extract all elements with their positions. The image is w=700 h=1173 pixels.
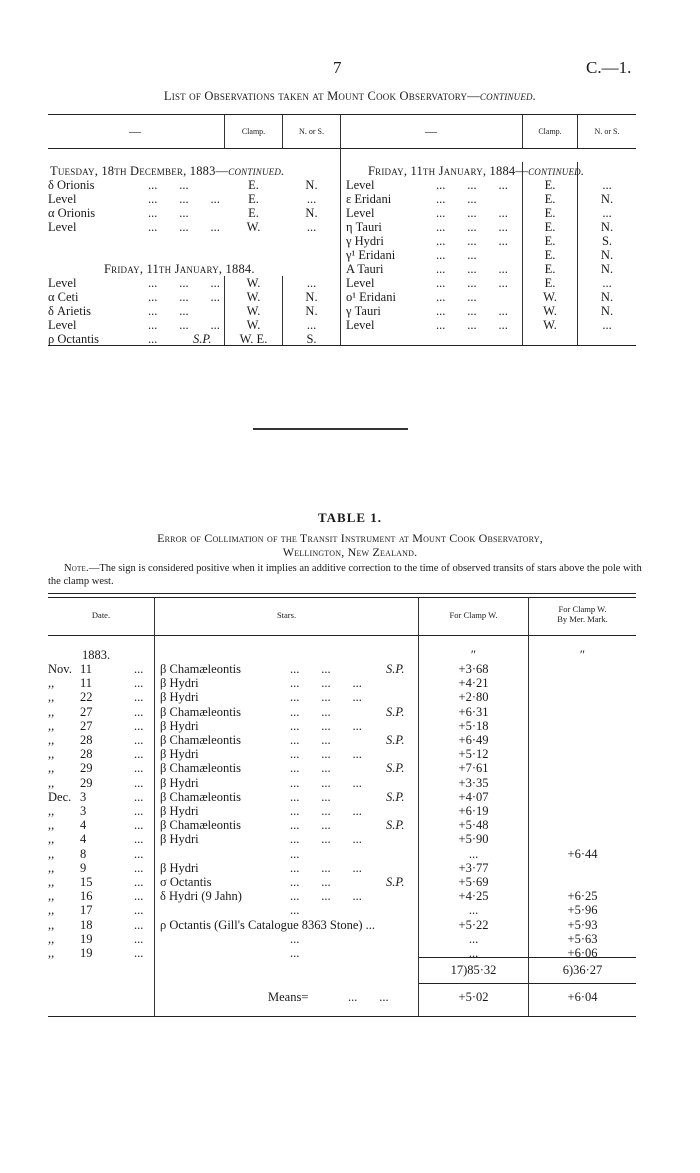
star-name: α Orionis xyxy=(48,206,96,220)
row-star: β Hydri xyxy=(160,676,199,691)
unit-mark-m: ″ xyxy=(579,648,586,662)
row-star: β Hydri xyxy=(160,718,199,733)
header-mer-mark-line: For Clamp W. xyxy=(558,604,607,614)
table-row xyxy=(0,861,700,875)
row-star-dots: ... ... xyxy=(290,733,331,747)
star-name: Level xyxy=(48,192,77,206)
ns-value: N. xyxy=(600,248,614,262)
section-heading: Friday, 11th January, 1884. xyxy=(104,262,255,276)
star-name: γ Tauri xyxy=(346,304,381,318)
row-star: β Chamæleontis xyxy=(160,662,242,676)
row-month: ,, xyxy=(48,832,55,847)
list-row xyxy=(0,234,700,248)
row-month: ,, xyxy=(48,718,55,733)
row-mer-mark: +6·25 xyxy=(567,889,598,904)
row-day: 16 xyxy=(80,889,93,904)
row-day: 27 xyxy=(80,718,93,733)
table-row xyxy=(0,790,700,804)
row-dots: ... xyxy=(134,718,144,733)
list-header-clamp-left: Clamp. xyxy=(241,127,266,136)
row-sp: S.P. xyxy=(386,789,405,804)
row-month: ,, xyxy=(48,860,55,875)
star-name: ε Eridani xyxy=(346,192,392,206)
row-star-dots: ... ... ... xyxy=(290,804,362,818)
row-star: β Chamæleontis xyxy=(160,789,242,804)
row-clamp-w: +3·35 xyxy=(458,775,489,790)
row-sp: S.P. xyxy=(386,875,405,889)
row-day: 11 xyxy=(80,676,93,691)
row-dots: ... xyxy=(134,860,144,875)
sum-mer-mark: 6)36·27 xyxy=(562,963,603,977)
list-title-continued: continued. xyxy=(479,89,537,103)
star-name: Level xyxy=(48,276,77,290)
page-reference: C.—1. xyxy=(586,58,632,77)
row-star-dots: ... ... ... xyxy=(290,690,362,705)
row-star-dots: ... ... ... xyxy=(290,775,362,790)
table-subtitle-line: Error of Collimation of the Transit Instrument at Mount Cook Observatory, xyxy=(157,531,543,545)
row-star-dots: ... ... ... xyxy=(290,832,362,847)
list-title-main: List of Observations taken at Mount Cook Observatory— xyxy=(163,89,480,103)
row-month: ,, xyxy=(48,704,55,719)
row-month: ,, xyxy=(48,903,55,918)
row-star: β Hydri xyxy=(160,747,199,762)
star-name: Level xyxy=(48,318,77,332)
ns-value: ... xyxy=(602,318,612,332)
list-row xyxy=(0,332,700,346)
table-row xyxy=(0,747,700,761)
mean-clamp-w: +5·02 xyxy=(458,990,489,1004)
row-star: β Chamæleontis xyxy=(160,818,242,833)
leader-dots: ... ... ... xyxy=(148,276,220,290)
row-day: 8 xyxy=(80,846,87,861)
leader-dots: ... ... xyxy=(436,192,477,206)
row-clamp-w: +5·22 xyxy=(458,917,489,932)
row-day: 3 xyxy=(80,789,87,804)
ns-value: N. xyxy=(305,304,318,318)
list-header-ns-left: N. or S. xyxy=(299,127,324,136)
row-sp: S.P. xyxy=(386,818,405,833)
note-label: Note. xyxy=(64,563,89,574)
table-bottom-rule xyxy=(48,1016,636,1017)
row-sp: S.P. xyxy=(386,704,405,719)
table-row xyxy=(0,832,700,846)
list-row xyxy=(0,206,700,220)
star-name: Level xyxy=(346,276,375,290)
star-name: Level xyxy=(48,220,77,234)
row-clamp-w: ... xyxy=(468,846,479,861)
row-month: ,, xyxy=(48,931,55,946)
table-row xyxy=(0,776,700,790)
table-row xyxy=(0,847,700,861)
ns-value: N. xyxy=(600,220,614,234)
leader-dots: ... ... xyxy=(148,178,189,192)
row-clamp-w: +5·48 xyxy=(458,818,489,833)
table-subtitle xyxy=(40,531,660,559)
table-note xyxy=(48,563,648,588)
row-dots: ... xyxy=(134,676,144,691)
header-stars: Stars. xyxy=(276,610,297,620)
row-star-dots: ... ... xyxy=(290,662,331,676)
header-mer-mark xyxy=(529,604,636,624)
table-header-rule xyxy=(48,635,636,636)
leader-dots: ... ... ... xyxy=(436,262,508,276)
row-star-dots: ... xyxy=(290,903,300,918)
leader-dots: ... ... ... xyxy=(436,220,508,234)
note-text: —The sign is considered positive when it implies an additive correction to the time of observed transits of stars above the pole with the clamp west. xyxy=(48,563,642,587)
clamp-value: E. xyxy=(248,178,259,192)
clamp-value: E. xyxy=(544,234,556,248)
row-mer-mark: +5·63 xyxy=(567,931,598,946)
row-month: Dec. xyxy=(48,789,72,804)
ns-value: S. xyxy=(601,234,613,248)
row-month: ,, xyxy=(48,846,55,861)
list-row xyxy=(0,262,700,276)
table-row xyxy=(0,918,700,932)
leader-dots: ... ... ... xyxy=(148,192,220,206)
ns-value: N. xyxy=(305,290,318,304)
row-month: ,, xyxy=(48,690,55,705)
row-month: Nov. xyxy=(48,662,72,676)
table-mean-rule xyxy=(418,983,636,984)
section-heading-text: Friday, 11th January, 1884— xyxy=(368,164,529,178)
table-row xyxy=(0,662,700,676)
row-month: ,, xyxy=(48,875,55,889)
clamp-value: W. xyxy=(543,318,557,332)
row-clamp-w: +4·25 xyxy=(458,889,489,904)
leader-dots: ... ... ... xyxy=(436,206,508,220)
row-star-dots: ... ... xyxy=(290,818,331,833)
row-mer-mark: +5·96 xyxy=(567,903,598,918)
row-clamp-w: +2·80 xyxy=(458,690,489,705)
row-month: ,, xyxy=(48,818,55,833)
section-heading-continued: continued. xyxy=(228,164,285,178)
row-sp: S.P. xyxy=(386,733,405,747)
clamp-value: E. xyxy=(248,192,259,206)
row-day: 11 xyxy=(80,662,93,676)
list-header-clamp-right: Clamp. xyxy=(538,127,562,136)
list-row xyxy=(0,248,700,262)
row-day: 4 xyxy=(80,832,87,847)
row-dots: ... xyxy=(134,704,144,719)
clamp-value: E. xyxy=(544,276,556,290)
row-star: ρ Octantis (Gill's Catalogue 8363 Stone) ... xyxy=(160,917,376,932)
row-day: 4 xyxy=(80,818,87,833)
table-row xyxy=(0,705,700,719)
header-date: Date. xyxy=(91,610,111,620)
row-star: β Hydri xyxy=(160,690,199,705)
clamp-value: W. xyxy=(246,304,261,318)
row-clamp-w: ... xyxy=(468,946,479,960)
table-subtitle-line: Wellington, New Zealand. xyxy=(282,545,418,559)
row-day: 3 xyxy=(80,804,87,818)
row-star: β Chamæleontis xyxy=(160,704,242,719)
header-mer-mark-line: By Mer. Mark. xyxy=(557,614,608,624)
clamp-value: E. xyxy=(544,220,556,234)
star-name: Level xyxy=(346,318,375,332)
clamp-value: E. xyxy=(544,206,556,220)
unit-mark-w: ″ xyxy=(470,648,477,662)
table-top-rule xyxy=(48,593,636,598)
row-dots: ... xyxy=(134,946,144,960)
section-heading-text: Tuesday, 18th December, 1883— xyxy=(50,164,229,178)
row-month: ,, xyxy=(48,761,55,776)
star-name: γ Hydri xyxy=(346,234,384,248)
row-day: 22 xyxy=(80,690,93,705)
ns-value: N. xyxy=(305,206,318,220)
row-star-dots: ... ... xyxy=(290,875,331,889)
sp-mark: S.P. xyxy=(193,332,212,346)
clamp-value: W. xyxy=(246,290,261,304)
star-name: γ¹ Eridani xyxy=(346,248,396,262)
ns-value: N. xyxy=(600,290,614,304)
leader-dots: ... ... ... xyxy=(436,304,508,318)
table-title: TABLE 1. xyxy=(317,510,383,525)
clamp-value: W. xyxy=(246,276,261,290)
row-clamp-w: +6·49 xyxy=(458,733,489,747)
clamp-value: E. xyxy=(544,262,556,276)
row-star-dots: ... xyxy=(290,846,300,861)
table-row xyxy=(0,875,700,889)
star-name: α Ceti xyxy=(48,290,79,304)
leader-dots: ... ... ... xyxy=(148,318,220,332)
row-day: 29 xyxy=(80,761,93,776)
row-star-dots: ... ... ... xyxy=(290,676,362,691)
row-star-dots: ... xyxy=(290,931,300,946)
row-dots: ... xyxy=(134,889,144,904)
row-dots: ... xyxy=(134,832,144,847)
row-star-dots: ... xyxy=(290,946,300,960)
ns-value: N. xyxy=(305,178,318,192)
row-dots: ... xyxy=(134,875,144,889)
ns-value: N. xyxy=(600,262,614,276)
row-day: 15 xyxy=(80,875,93,889)
row-day: 19 xyxy=(80,946,93,960)
row-day: 18 xyxy=(80,917,93,932)
mean-mer-mark: +6·04 xyxy=(567,990,598,1004)
row-clamp-w: +5·12 xyxy=(458,747,489,762)
row-month: ,, xyxy=(48,889,55,904)
list-row xyxy=(0,304,700,318)
star-name: ο¹ Eridani xyxy=(346,290,396,304)
row-clamp-w: +5·69 xyxy=(458,875,489,889)
row-star-dots: ... ... xyxy=(290,789,331,804)
row-mer-mark: +6·06 xyxy=(567,946,598,960)
row-month: ,, xyxy=(48,733,55,747)
ns-value: ... xyxy=(602,206,612,220)
row-mer-mark: +5·93 xyxy=(567,917,598,932)
table-row xyxy=(0,733,700,747)
table-row xyxy=(0,676,700,690)
row-day: 29 xyxy=(80,775,93,790)
row-dots: ... xyxy=(134,761,144,776)
clamp-value: W. xyxy=(246,220,261,234)
row-dots: ... xyxy=(134,662,144,676)
row-month: ,, xyxy=(48,946,55,960)
ns-value: ... xyxy=(306,318,317,332)
row-dots: ... xyxy=(134,747,144,762)
leader-dots: ... ... xyxy=(148,304,189,318)
row-star-dots: ... ... ... xyxy=(290,747,362,762)
header-clamp-w: For Clamp W. xyxy=(449,610,498,620)
clamp-value: W. E. xyxy=(239,332,268,346)
row-star-dots: ... ... ... xyxy=(290,718,362,733)
row-clamp-w: +3·68 xyxy=(458,662,489,676)
row-star: β Chamæleontis xyxy=(160,733,242,747)
list-header-dash-left: — xyxy=(129,124,141,138)
row-sp: S.P. xyxy=(386,761,405,776)
row-clamp-w: +4·07 xyxy=(458,789,489,804)
row-day: 27 xyxy=(80,704,93,719)
row-star: δ Hydri (9 Jahn) xyxy=(160,889,242,904)
leader-dots: ... ... ... xyxy=(148,220,220,234)
row-star: β Hydri xyxy=(160,775,199,790)
clamp-value: E. xyxy=(544,192,556,206)
star-name: ρ Octantis xyxy=(48,332,100,346)
table-row xyxy=(0,719,700,733)
ns-value: ... xyxy=(306,276,317,290)
row-day: 19 xyxy=(80,931,93,946)
row-star: β Hydri xyxy=(160,832,199,847)
row-star-dots: ... ... ... xyxy=(290,860,362,875)
star-name: Level xyxy=(346,206,375,220)
row-clamp-w: ... xyxy=(468,903,479,918)
table-row xyxy=(0,804,700,818)
row-day: 28 xyxy=(80,733,93,747)
row-dots: ... xyxy=(134,804,144,818)
table-row xyxy=(0,932,700,946)
leader-dots: ... ... ... xyxy=(436,276,508,290)
row-month: ,, xyxy=(48,775,55,790)
section-heading xyxy=(50,164,284,179)
ns-value: ... xyxy=(306,192,317,206)
row-clamp-w: ... xyxy=(468,931,479,946)
list-row xyxy=(0,220,700,234)
means-dots: ... ... xyxy=(348,990,389,1004)
table-row xyxy=(0,903,700,917)
leader-dots: ... ... ... xyxy=(436,234,508,248)
row-month: ,, xyxy=(48,917,55,932)
row-day: 28 xyxy=(80,747,93,762)
row-day: 9 xyxy=(80,860,87,875)
table-year: 1883. xyxy=(82,648,111,662)
row-star: β Chamæleontis xyxy=(160,761,242,776)
clamp-value: W. xyxy=(246,318,261,332)
table-row xyxy=(0,818,700,832)
ns-value: ... xyxy=(602,178,612,192)
row-star-dots: ... ... xyxy=(290,704,331,719)
clamp-value: E. xyxy=(544,248,556,262)
list-header-ns-right: N. or S. xyxy=(594,127,620,136)
row-mer-mark: +6·44 xyxy=(567,846,598,861)
clamp-value: W. xyxy=(543,290,557,304)
ns-value: S. xyxy=(306,332,317,346)
row-dots: ... xyxy=(134,931,144,946)
row-dots: ... xyxy=(134,846,144,861)
row-star: σ Octantis xyxy=(160,875,212,889)
leader-dots: ... ... xyxy=(148,206,189,220)
row-clamp-w: +7·61 xyxy=(458,761,489,776)
table-row xyxy=(0,761,700,775)
list-row xyxy=(0,290,700,304)
row-dots: ... xyxy=(134,789,144,804)
list-header-dash-right: — xyxy=(425,124,437,138)
star-name: Level xyxy=(346,178,375,192)
row-dots: ... xyxy=(134,690,144,705)
row-dots: ... xyxy=(134,818,144,833)
leader-dots: ... ... xyxy=(436,248,477,262)
row-dots: ... xyxy=(134,903,144,918)
table-row xyxy=(0,889,700,903)
star-name: δ Orionis xyxy=(48,178,95,192)
list-row xyxy=(0,276,700,290)
ns-value: ... xyxy=(602,276,612,290)
list-top-rule xyxy=(48,114,636,115)
ns-value: N. xyxy=(600,192,614,206)
row-dots: ... xyxy=(134,733,144,747)
leader-dots: ... ... ... xyxy=(436,318,508,332)
table-row xyxy=(0,946,700,960)
page-number: 7 xyxy=(333,58,342,77)
table-row xyxy=(0,690,700,704)
section-divider xyxy=(253,428,408,430)
list-row xyxy=(0,192,700,206)
row-clamp-w: +5·90 xyxy=(458,832,489,847)
clamp-value: E. xyxy=(544,178,556,192)
row-dots: ... xyxy=(134,917,144,932)
ns-value: ... xyxy=(306,220,317,234)
row-dots: ... xyxy=(134,775,144,790)
row-month: ,, xyxy=(48,676,55,691)
list-row xyxy=(0,318,700,332)
list-header-rule xyxy=(48,148,636,149)
clamp-value: E. xyxy=(248,206,259,220)
row-clamp-w: +5·18 xyxy=(458,718,489,733)
star-name: A Tauri xyxy=(346,262,384,276)
row-star: β Hydri xyxy=(160,804,199,818)
row-month: ,, xyxy=(48,804,55,818)
section-heading-continued: continued. xyxy=(528,164,585,178)
sum-clamp-w: 17)85·32 xyxy=(450,963,497,977)
row-star-dots: ... ... xyxy=(290,761,331,776)
row-sp: S.P. xyxy=(386,662,405,676)
row-month: ,, xyxy=(48,747,55,762)
row-day: 17 xyxy=(80,903,93,918)
leader-dots: ... ... ... xyxy=(148,290,220,304)
list-row xyxy=(0,178,700,192)
row-clamp-w: +6·19 xyxy=(458,804,489,818)
list-title xyxy=(0,89,700,104)
row-clamp-w: +4·21 xyxy=(458,676,489,691)
ns-value: N. xyxy=(600,304,614,318)
row-star: β Hydri xyxy=(160,860,199,875)
star-name: η Tauri xyxy=(346,220,382,234)
row-clamp-w: +6·31 xyxy=(458,704,489,719)
leader-dots: ... ... xyxy=(436,290,477,304)
star-name: δ Arietis xyxy=(48,304,92,318)
leader-dots: ... xyxy=(148,332,158,346)
means-label: Means= xyxy=(268,990,309,1004)
section-heading xyxy=(368,164,584,179)
row-star-dots: ... ... ... xyxy=(290,889,362,904)
leader-dots: ... ... ... xyxy=(436,178,508,192)
clamp-value: W. xyxy=(543,304,557,318)
row-clamp-w: +3·77 xyxy=(458,860,489,875)
